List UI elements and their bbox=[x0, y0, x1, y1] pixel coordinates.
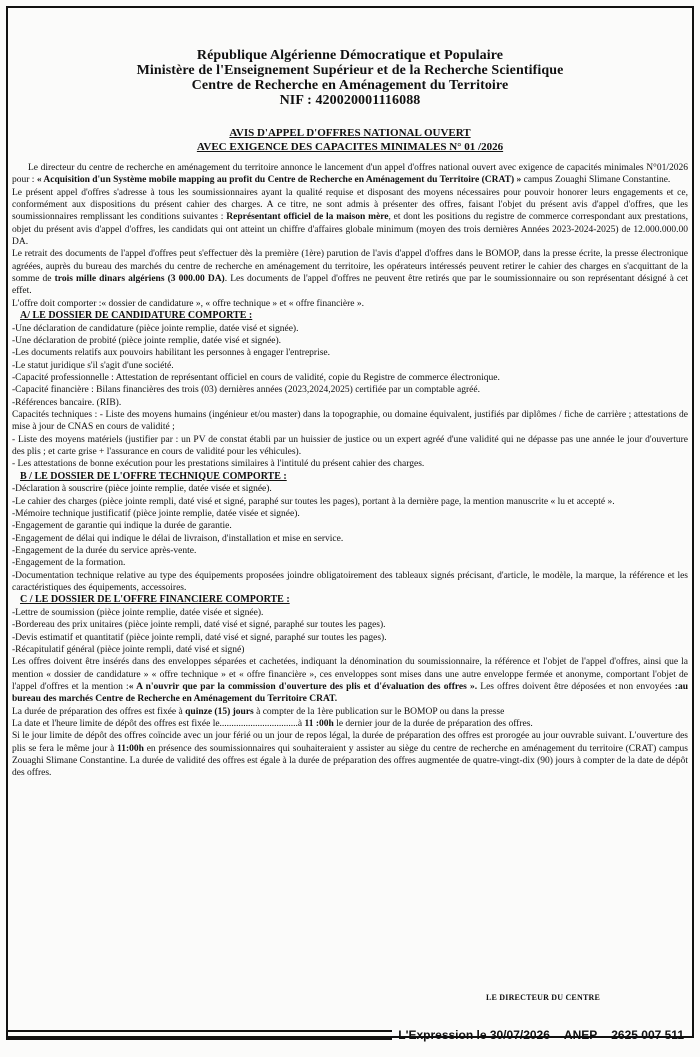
publication-date: L'Expression le 30/07/2026 bbox=[398, 1028, 550, 1042]
footer-rule bbox=[6, 1030, 392, 1040]
section-c-title: C / LE DOSSIER DE L'OFFRE FINANCIERE COMPORTE : bbox=[20, 594, 290, 606]
title-block bbox=[8, 126, 692, 154]
header-ministry: Ministère de l'Enseignement Supérieur et de la Recherche Scientifique bbox=[136, 63, 564, 78]
intro-paragraph-1: Le directeur du centre de recherche en aménagement du territoire annonce le lancement d'un appel d'offres national ouvert avec exigence de capacités minimales N°01/2026 pour : « Acquisition d'un Système mobile mapping au profit du Centre de Recherche en Aménagement du Territoire (CRAT) » campus Zouaghi Slimane Constantine. bbox=[12, 163, 688, 186]
closing-paragraph-2: La durée de préparation des offres est fixée à quinze (15) jours à compter de la 1ère publication sur le BOMOP ou dans la presse bbox=[12, 706, 505, 717]
list-item: -Références bancaire. (RIB). bbox=[12, 397, 122, 408]
list-item: -Déclaration à souscrire (pièce jointe remplie, datée visée et signée). bbox=[12, 484, 272, 495]
list-item: -Le cahier des charges (pièce jointe rempli, daté visé et signé, paraphé sur toutes les pages), portant à la dernière page, la mention manuscrite « lu et accepté ». bbox=[12, 496, 615, 507]
project-title: « Acquisition d'un Système mobile mapping au profit du Centre de Recherche en Aménagement du Territoire (CRAT) » bbox=[36, 175, 522, 186]
section-a-title: A/ LE DOSSIER DE CANDIDATURE COMPORTE : bbox=[20, 310, 253, 322]
intro-paragraph-4: L'offre doit comporter :« dossier de candidature », « offre technique » et « offre financière ». bbox=[12, 298, 365, 309]
section-a-list bbox=[12, 323, 688, 471]
closing-paragraph-3: La date et l'heure limite de dépôt des offres est fixée le.................................à 11 :00h le dernier jour de la durée de préparation des offres. bbox=[12, 718, 533, 729]
list-item: -Capacité professionnelle : Attestation de représentant officiel en cours de validité, copie du Registre de commerce électronique. bbox=[12, 373, 500, 383]
list-item: -Une déclaration de candidature (pièce jointe remplie, datée visé et signée). bbox=[12, 323, 299, 334]
list-item: - Les attestations de bonne exécution pour les prestations similaires à l'intitulé du présent cahier des charges. bbox=[12, 459, 425, 470]
list-item: -Bordereau des prix unitaires (pièce jointe rempli, daté visé et signé, paraphé sur toutes les pages). bbox=[12, 620, 386, 631]
list-item: -Engagement de garantie qui indique la durée de garantie. bbox=[12, 521, 232, 532]
notice-title: AVIS D'APPEL D'OFFRES NATIONAL OUVERT bbox=[229, 127, 471, 139]
list-item: -Engagement de la durée du service après-vente. bbox=[12, 545, 197, 556]
list-item: -Capacité financière : Bilans financières des trois (03) dernières années (2023,2024,2025) certifiée par un comptable agréé. bbox=[12, 385, 480, 396]
list-item: -Devis estimatif et quantitatif (pièce jointe rempli, daté visé et signé, paraphé sur toutes les pages). bbox=[12, 632, 387, 643]
closing-paragraph-1: Les offres doivent être insérés dans des enveloppes séparées et cachetées, indiquant la dénomination du soumissionnaire, la référence et l'objet de l'appel d'offres, ainsi que la mention « dossier de candidature » « offre technique » et « offre financière », ces enveloppes sont mises dans une autre enveloppe fermée et anonyme, comportant l'objet de l'appel d'offres et la mention :« A n'ouvrir que par la commission d'ouverture des plis et d'évaluation des offres ». Les offres doivent être déposées et non envoyées :au bureau des marchés Centre de Recherche en Aménagement du Territoire CRAT. bbox=[12, 657, 688, 705]
list-item: -Récapitulatif général (pièce jointe rempli, daté visé et signé) bbox=[12, 644, 245, 655]
list-item: - Liste des moyens matériels (justifier par : un PV de constat établi par un huissier de justice ou un expert agréé d'une validité qui ne dépasse pas une année le jour d'ouverture des plis ; et carte grise + l'assurance en cours de validité pour les véhicules). bbox=[12, 434, 688, 458]
intro-paragraph-3: Le retrait des documents de l'appel d'offres peut s'effectuer dès la première (1ère) parution de l'avis d'appel d'offres dans le BOMOP, dans la presse écrite, la presse électronique agréées, auprès du bureau des marchés du centre de recherche en aménagement du territoire, les opérateurs intéressés peuvent retirer le cahier des charges en s'acquittant de la somme de trois mille dinars algériens (3 000.00 DA). Les documents de l'appel d'offres ne peuvent être retirés que par le soumissionnaire ou son représentant désigné à cet effet. bbox=[12, 249, 688, 297]
list-item: -Mémoire technique justificatif (pièce jointe remplie, datée visée et signée). bbox=[12, 508, 300, 519]
agency-name: ANEP bbox=[563, 1028, 598, 1042]
list-item: -Lettre de soumission (pièce jointe remplie, datée visée et signée). bbox=[12, 607, 264, 618]
notice-subtitle: AVEC EXIGENCE DES CAPACITES MINIMALES N° 01 /2026 bbox=[196, 141, 504, 153]
list-item: -Une déclaration de probité (pièce jointe remplie, datée visé et signée). bbox=[12, 335, 282, 346]
publication-number: 2625 007 511 bbox=[611, 1028, 684, 1042]
section-b-list bbox=[12, 483, 688, 594]
notice-body bbox=[12, 162, 688, 780]
closing-paragraph-4: Si le jour limite de dépôt des offres coïncide avec un jour férié ou un jour de repos légal, la durée de préparation des offres est prorogée au jour ouvrable suivant. L'ouverture des plis se fera le même jour à 11:00h en présence des soumissionnaires qui souhaiteraient y assister au siège du centre de recherche en aménagement du territoire (CRAT) campus Zouaghi Slimane Constantine. La durée de validité des offres est égale à la durée de préparation des offres augmentée de quatre-vingt-dix (90) jours à compter de la date de dépôt des offres. bbox=[12, 731, 689, 779]
list-item: -Documentation technique relative au type des équipements proposées joindre obligatoirement des tableaux signés précisant, d'article, le modèle, la marque, la référence et les caractéristiques des équipements, accessoires. bbox=[12, 570, 688, 593]
signature-line: LE DIRECTEUR DU CENTRE bbox=[486, 993, 600, 1002]
section-b-title: B / LE DOSSIER DE L'OFFRE TECHNIQUE COMPORTE : bbox=[20, 470, 287, 482]
header-centre: Centre de Recherche en Aménagement du Territoire bbox=[191, 78, 509, 93]
list-item: -Engagement de la formation. bbox=[12, 558, 126, 569]
list-item: Capacités techniques : - Liste des moyens humains (ingénieur et/ou master) dans la topographie, ou domaine équivalent, justifiés par diplômes / fiche de carrière ; attestations de mise à jour de CNAS en cours de validité ; bbox=[12, 410, 688, 433]
intro-paragraph-2: Le présent appel d'offres s'adresse à tous les soumissionnaires ayant la qualité requise et disposant des moyens nécessaires pour pouvoir honorer leurs engagements et ce, conformément aux dispositions du présent cahier des charges. A ce titre, ne sont admis à présenter des offres, faisant l'objet du présent avis d'appel d'offres, que les soumissionnaires remplissant les conditions suivantes : Représentant officiel de la maison mère, et dont les positions du registre de commerce correspondant aux prestations, objet du présent avis d'appel d'offres, les candidats qui ont atteint un chiffre d'affaires globale minimum (moyen des trois dernières Années 2023-2024-2025) de 12.000.000.00 DA. bbox=[12, 187, 689, 248]
list-item: -Le statut juridique s'il s'agit d'une société. bbox=[12, 360, 174, 371]
section-c-list bbox=[12, 607, 688, 656]
publication-footer bbox=[6, 1026, 694, 1044]
list-item: -Engagement de délai qui indique le délai de livraison, d'installation et mise en service. bbox=[12, 533, 344, 544]
header-nif: NIF : 420020001116088 bbox=[279, 93, 421, 108]
header-republic: République Algérienne Démocratique et Populaire bbox=[196, 48, 504, 63]
list-item: -Les documents relatifs aux pouvoirs habilitant les personnes à engager l'entreprise. bbox=[12, 348, 331, 359]
header-block bbox=[8, 48, 692, 108]
